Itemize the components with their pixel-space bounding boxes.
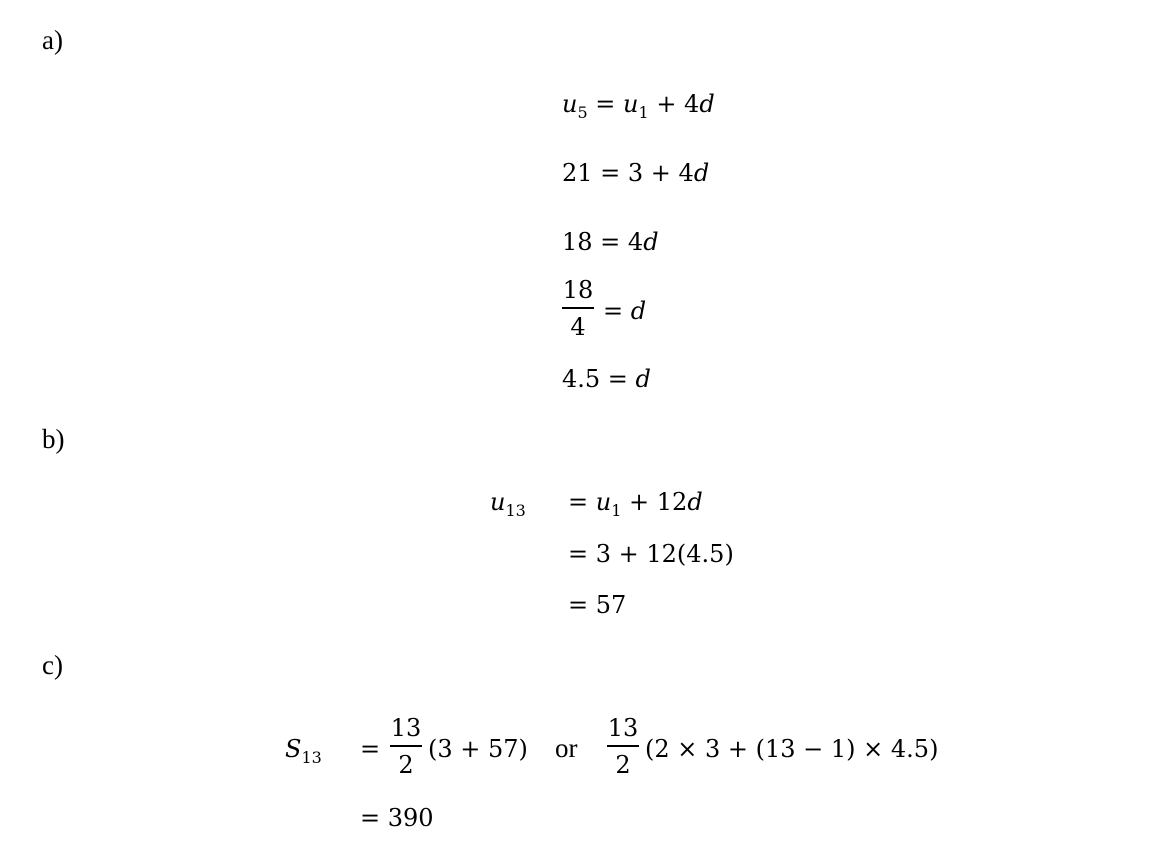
u1-var: u (623, 90, 639, 118)
part-a-line-1 (562, 92, 715, 121)
part-a-fraction (562, 278, 594, 339)
fraction-numerator: 13 (390, 714, 422, 742)
line-5-text: 4.5 = (562, 365, 636, 393)
part-b-line-2: = 3 + 12(4.5) (568, 540, 734, 568)
equals: = (568, 488, 596, 516)
u5-var: u (562, 90, 578, 118)
part-c-expression-2: (2 × 3 + (13 − 1) × 4.5) (645, 735, 939, 763)
d-var: d (693, 159, 710, 187)
part-c-lhs (285, 737, 322, 766)
part-c-fraction-2 (607, 716, 639, 777)
part-a-line-5 (562, 367, 651, 391)
line-3-text: 18 = 4 (562, 228, 644, 256)
fraction-denominator: 2 (398, 751, 414, 779)
part-c-label: c) (42, 650, 63, 680)
equals: = (603, 297, 631, 325)
d-var: d (699, 90, 715, 118)
part-b-label: b) (42, 424, 65, 454)
part-c-expression-1: (3 + 57) (428, 735, 528, 763)
u1-subscript: 1 (638, 103, 649, 122)
d-var: d (687, 488, 703, 516)
fraction-bar (607, 745, 639, 747)
u1-subscript: 1 (611, 501, 622, 520)
u1-var: u (595, 488, 612, 516)
u13-var: u (490, 488, 506, 516)
part-c-equals: = (360, 735, 381, 763)
plus-4: + 4 (648, 90, 700, 118)
fraction-bar (390, 745, 422, 747)
d-var: d (635, 365, 651, 393)
d-var: d (630, 297, 647, 325)
part-a-label: a) (42, 25, 63, 55)
part-a-line-2 (562, 161, 709, 185)
part-a-line-3 (562, 230, 659, 254)
equals: = (587, 90, 624, 118)
d-var: d (643, 228, 659, 256)
part-c-or: or (555, 733, 578, 763)
fraction-denominator: 4 (570, 313, 586, 341)
u13-subscript: 13 (505, 501, 526, 520)
part-b-line-3: = 57 (568, 591, 627, 619)
part-a-line-4 (603, 299, 646, 323)
part-b-lhs (490, 490, 526, 519)
line-2-text: 21 = 3 + 4 (562, 159, 694, 187)
part-c-result: = 390 (360, 804, 434, 832)
fraction-numerator: 13 (607, 714, 639, 742)
fraction-denominator: 2 (615, 751, 631, 779)
plus-12: + 12 (621, 488, 688, 516)
s13-var: S (285, 735, 302, 763)
s13-subscript: 13 (301, 748, 322, 767)
fraction-bar (562, 307, 594, 309)
fraction-numerator: 18 (562, 276, 594, 304)
part-b-line-1 (568, 490, 703, 519)
part-c-fraction-1 (390, 716, 422, 777)
u5-subscript: 5 (577, 103, 588, 122)
